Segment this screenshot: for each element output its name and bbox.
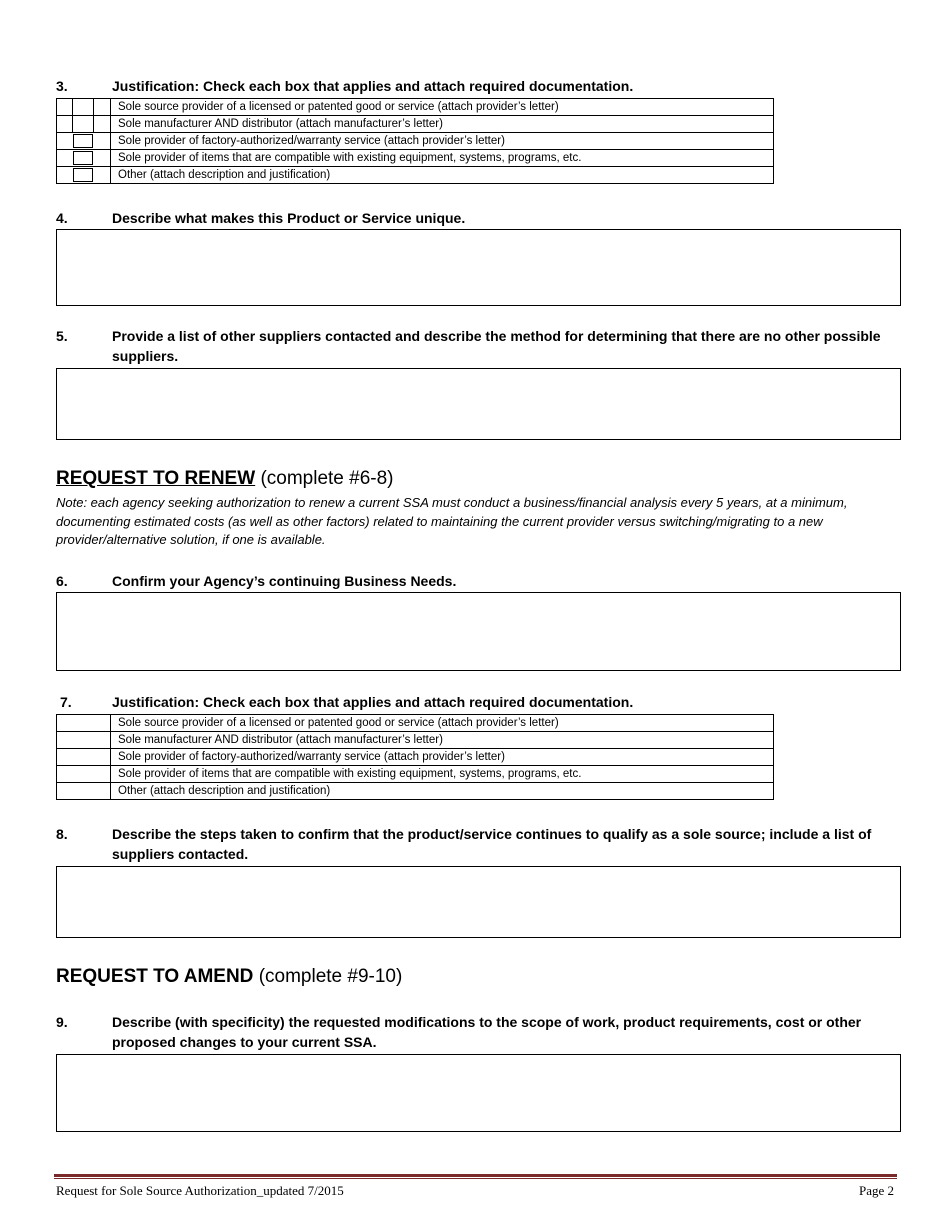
- q9-number: 9.: [56, 1014, 68, 1030]
- q8-number: 8.: [56, 826, 68, 842]
- table-row: [57, 133, 774, 150]
- q7-checkbox-2[interactable]: [57, 732, 111, 749]
- q3-checkbox-3[interactable]: [57, 133, 111, 150]
- q3-justification-table: [56, 98, 774, 184]
- q3-checkbox-2[interactable]: [57, 116, 111, 133]
- q7-number: 7.: [60, 694, 72, 710]
- q6-text: Confirm your Agency’s continuing Business Needs.: [112, 573, 457, 589]
- q8-text: Describe the steps taken to confirm that the product/service continues to qualify as a sole source; include a list of suppliers contacted.: [112, 826, 872, 862]
- q8-answer-box[interactable]: [56, 866, 901, 938]
- q3-checkbox-1[interactable]: [57, 99, 111, 116]
- renew-note: Note: each agency seeking authorization to renew a current SSA must conduct a business/financial analysis every 5 years, at a minimum, documenting estimated costs (as well as other factors) related to maintaining the current provider versus switching/migrating to a new provider/alternative solution, if one is available.: [56, 495, 848, 547]
- q6-number: 6.: [56, 573, 68, 589]
- q7-option-2: Sole manufacturer AND distributor (attach manufacturer’s letter): [111, 732, 774, 749]
- renew-section-title: [56, 468, 394, 490]
- q7-justification-table: [56, 714, 774, 800]
- q3-number: 3.: [56, 78, 68, 94]
- q7-checkbox-5[interactable]: [57, 783, 111, 800]
- q7-text: Justification: Check each box that applies and attach required documentation.: [112, 694, 634, 710]
- table-row: [57, 99, 774, 116]
- q5-number: 5.: [56, 328, 68, 344]
- q3-option-4: Sole provider of items that are compatible with existing equipment, systems, programs, etc.: [111, 150, 774, 167]
- footer-page-number: Page 2: [858, 1183, 894, 1198]
- q6-answer-box[interactable]: [56, 592, 901, 671]
- footer-doc-title: Request for Sole Source Authorization_updated 7/2015: [56, 1183, 344, 1198]
- q7-option-5: Other (attach description and justification): [111, 783, 774, 800]
- q3-checkbox-4[interactable]: [57, 150, 111, 167]
- table-row: [57, 715, 774, 732]
- q9-answer-box[interactable]: [56, 1054, 901, 1132]
- q7-option-4: Sole provider of items that are compatible with existing equipment, systems, programs, etc.: [111, 766, 774, 783]
- table-row: [57, 150, 774, 167]
- table-row: [57, 116, 774, 133]
- q7-checkbox-4[interactable]: [57, 766, 111, 783]
- table-row: [57, 167, 774, 184]
- q4-answer-box[interactable]: [56, 229, 901, 306]
- table-row: [57, 783, 774, 800]
- amend-subtitle: (complete #9-10): [258, 966, 403, 987]
- q4-number: 4.: [56, 210, 68, 226]
- amend-title: REQUEST TO AMEND: [56, 966, 254, 987]
- q7-checkbox-1[interactable]: [57, 715, 111, 732]
- q3-option-5: Other (attach description and justification): [111, 167, 774, 184]
- q5-text: Provide a list of other suppliers contacted and describe the method for determining that there are no other possible suppliers.: [112, 328, 881, 364]
- q7-option-1: Sole source provider of a licensed or patented good or service (attach provider’s letter): [111, 715, 774, 732]
- q7-option-3: Sole provider of factory-authorized/warranty service (attach provider’s letter): [111, 749, 774, 766]
- q3-text: Justification: Check each box that applies and attach required documentation.: [112, 78, 634, 94]
- q3-option-2: Sole manufacturer AND distributor (attach manufacturer’s letter): [111, 116, 774, 133]
- footer-rule-thick: [54, 1174, 897, 1177]
- q3-option-3: Sole provider of factory-authorized/warranty service (attach provider’s letter): [111, 133, 774, 150]
- q5-answer-box[interactable]: [56, 368, 901, 440]
- table-row: [57, 766, 774, 783]
- footer-rule-thin: [54, 1178, 897, 1179]
- table-row: [57, 732, 774, 749]
- renew-title: REQUEST TO RENEW: [56, 468, 256, 489]
- q3-checkbox-5[interactable]: [57, 167, 111, 184]
- q9-text: Describe (with specificity) the requested modifications to the scope of work, product requirements, cost or other proposed changes to your current SSA.: [112, 1014, 862, 1050]
- q7-checkbox-3[interactable]: [57, 749, 111, 766]
- q4-text: Describe what makes this Product or Service unique.: [112, 210, 466, 226]
- table-row: [57, 749, 774, 766]
- q3-option-1: Sole source provider of a licensed or patented good or service (attach provider’s letter): [111, 99, 774, 116]
- renew-subtitle: (complete #6-8): [260, 468, 394, 489]
- amend-section-title: [56, 966, 402, 988]
